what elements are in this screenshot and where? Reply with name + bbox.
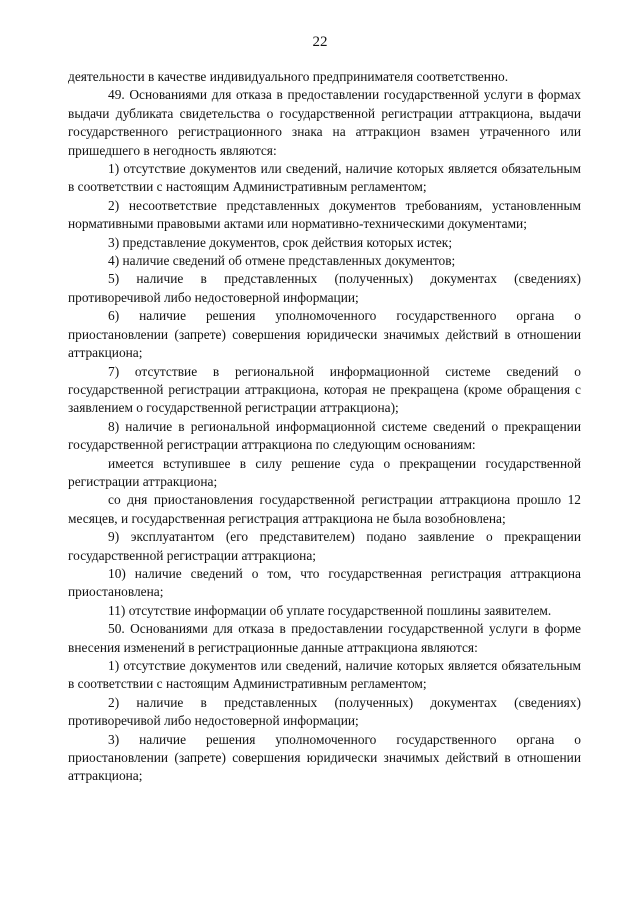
paragraph-49-item-7: 7) отсутствие в региональной информационной системе сведений о государственной регистрации аттракциона, которая не прекращена (кроме обращения с заявлением о государственной регистрации аттракциона); (68, 363, 581, 416)
paragraph-49-intro: 49. Основаниями для отказа в предоставлении государственной услуги в формах выдачи дубликата свидетельства о государственной регистрации аттракциона, выдачи государственного регистрационного знака на аттракцион взамен утраченного или пришедшего в негодность являются: (68, 87, 581, 158)
paragraph-50-intro: 50. Основаниями для отказа в предоставлении государственной услуги в форме внесения изменений в регистрационные данные аттракциона являются: (68, 621, 581, 655)
paragraph-49-item-1: 1) отсутствие документов или сведений, наличие которых является обязательным в соответствии с настоящим Административным регламентом; (68, 161, 581, 195)
paragraph-49-item-5: 5) наличие в представленных (полученных) документах (сведениях) противоречивой либо недостоверной информации; (68, 271, 581, 305)
paragraph-49-item-8: 8) наличие в региональной информационной системе сведений о прекращении государственной регистрации аттракциона по следующим основаниям: (68, 418, 581, 453)
paragraph-49-item-8-sub-2: со дня приостановления государственной регистрации аттракциона прошло 12 месяцев, и государственная регистрация аттракциона не была возобновлена; (68, 492, 581, 526)
paragraph-50-item-3: 3) наличие решения уполномоченного государственного органа о приостановлении (запрете) совершения юридически значимых действий в отношении аттракциона; (68, 731, 581, 784)
paragraph-49-item-11: 11) отсутствие информации об уплате государственной пошлины заявителем. (108, 602, 552, 618)
document-body (68, 68, 581, 786)
paragraph-49-item-6: 6) наличие решения уполномоченного государственного органа о приостановлении (запрете) совершения юридически значимых действий в отношении аттракциона; (68, 308, 581, 361)
paragraph-49-item-3: 3) представление документов, срок действия которых истек; (108, 234, 453, 250)
page-number: 22 (312, 34, 328, 50)
paragraph-49-item-10: 10) наличие сведений о том, что государственная регистрация аттракциона приостановлена; (68, 565, 581, 600)
paragraph-50-item-1: 1) отсутствие документов или сведений, наличие которых является обязательным в соответствии с настоящим Административным регламентом; (68, 658, 581, 692)
paragraph-50-item-2: 2) наличие в представленных (полученных) документах (сведениях) противоречивой либо недостоверной информации; (68, 694, 581, 729)
paragraph-49-item-8-sub-1: имеется вступившее в силу решение суда о прекращении государственной регистрации аттракциона; (68, 455, 581, 489)
paragraph-49-item-2: 2) несоответствие представленных документов требованиям, установленным нормативными правовыми актами или нормативно-техническими документами; (68, 197, 581, 232)
paragraph-49-item-4: 4) наличие сведений об отмене представленных документов; (108, 253, 456, 269)
paragraph-continuation: деятельности в качестве индивидуального предпринимателя соответственно. (68, 69, 509, 84)
paragraph-49-item-9: 9) эксплуатантом (его представителем) подано заявление о прекращении государственной регистрации аттракциона; (68, 529, 581, 563)
